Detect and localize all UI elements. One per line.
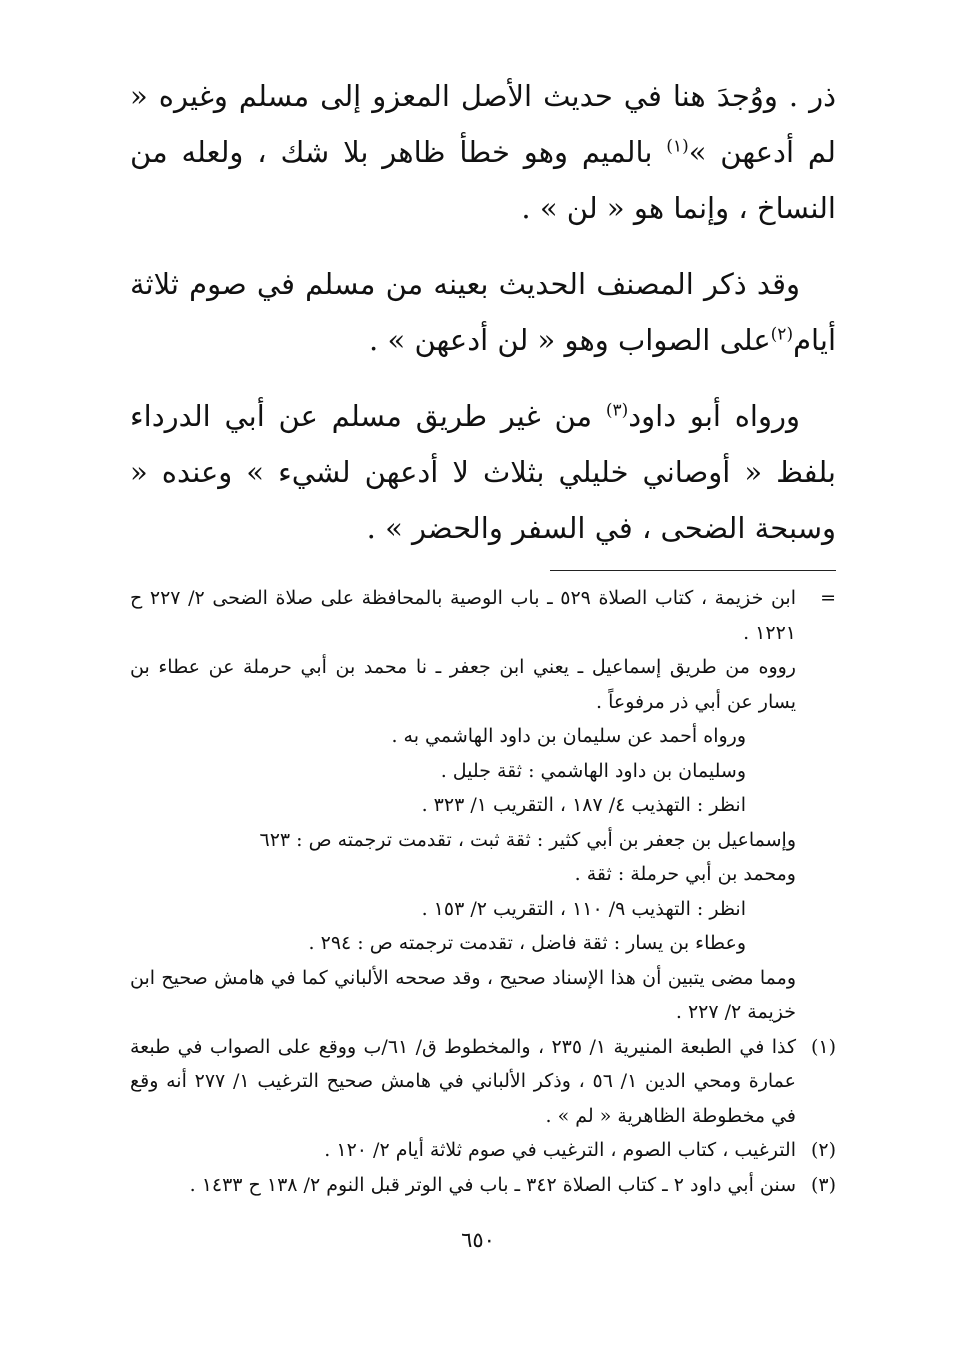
footnotes bbox=[130, 581, 836, 1202]
footnote-line: انظر : التهذيب ٩/ ١١٠ ، التقريب ٢/ ١٥٣ . bbox=[421, 897, 746, 920]
page-number: ٦٥٠ bbox=[461, 1228, 495, 1252]
footnote-ref-2: (٢) bbox=[770, 324, 794, 345]
footnote-line: ومحمد بن أبي حرملة : ثقة . bbox=[574, 863, 796, 885]
paragraph-3: ورواه أبو داود$^{(٣)}$ من غير طريق مسلم عن أبي الدرداء بلفظ « أوصاني خليلي بثلاث لا أدعهن لشيء » وعنده « وسبحة الضحى ، في السفر والحضر » . bbox=[130, 399, 836, 545]
footnote-ref-1: (١) bbox=[666, 136, 689, 157]
paragraph-1: ذر . ووُجدَ هنا في حديث الأصل المعزو إلى مسلم وغيره « لم أدعهن »$^{(١)}$ بالميم وهو خطأ ظاهر بلا شك ، ولعله من النساخ ، وإنما هو « لن » . bbox=[130, 79, 836, 225]
paragraph-2: وقد ذكر المصنف الحديث بعينه من مسلم في صوم ثلاثة أيام$^{(٢)}$على الصواب وهو « لن أدعهن » . bbox=[130, 267, 836, 357]
footnote-1: (١) كذا في الطبعة المنيرية ١/ ٢٣٥ ، والمخطوط ق/ ٦١/ب ووقع على الصواب في طبعة عمارة ومحي الدين ١/ ٥٦ ، وذكر الألباني في هامش صحيح الترغيب ١/ ٢٧٧ أنه وقع في مخطوطة الظاهرية « لم » . bbox=[130, 1030, 836, 1134]
book-page bbox=[130, 68, 836, 1308]
footnote-line: وإسماعيل بن جعفر بن أبي كثير : ثقة ثبت ، تقدمت ترجمته ص : ٦٢٣ bbox=[259, 828, 796, 851]
footnote-line: وعطاء بن يسار : ثقة فاضل ، تقدمت ترجمته ص : ٢٩٤ . bbox=[308, 932, 746, 954]
footnote-line: ومما مضى يتبين أن هذا الإسناد صحيح ، وقد صححه الألباني كما في هامش صحيح ابن خزيمة ٢/ ٢٢٧ . bbox=[130, 966, 796, 1023]
footnote-line: رووه من طريق إسماعيل ـ يعني ابن جعفر ـ نا محمد بن أبي حرملة عن عطاء بن يسار عن أبي ذر مرفوعاً . bbox=[130, 656, 796, 713]
main-text bbox=[130, 68, 836, 556]
footnote-mark: (٢) bbox=[810, 1139, 836, 1161]
footnote-separator bbox=[550, 570, 836, 571]
footnote-ref-3: (٣) bbox=[605, 400, 629, 421]
footnote-3: (٣) سنن أبي داود ٢ ـ كتاب الصلاة ٣٤٢ ـ باب في الوتر قبل النوم ٢/ ١٣٨ ح ١٤٣٣ . bbox=[130, 1168, 836, 1203]
continuation-mark: = bbox=[820, 587, 836, 609]
footnote-2: (٢) الترغيب ، كتاب الصوم ، الترغيب في صوم ثلاثة أيام ٢/ ١٢٠ . bbox=[130, 1133, 836, 1168]
footnote-continuation: = ابن خزيمة ، كتاب الصلاة ٥٢٩ ـ باب الوصية بالمحافظة على صلاة الضحى ٢/ ٢٢٧ ح ١٢٢١ . bbox=[130, 581, 836, 650]
footnote-line: ورواه أحمد عن سليمان بن داود الهاشمي به . bbox=[391, 725, 746, 747]
footnote-line: وسليمان بن داود الهاشمي : ثقة جليل . bbox=[440, 759, 746, 782]
footnote-mark: (١) bbox=[810, 1035, 836, 1058]
footnote-line: انظر : التهذيب ٤/ ١٨٧ ، التقريب ١/ ٣٢٣ . bbox=[421, 794, 746, 816]
footnote-mark: (٣) bbox=[810, 1173, 836, 1196]
